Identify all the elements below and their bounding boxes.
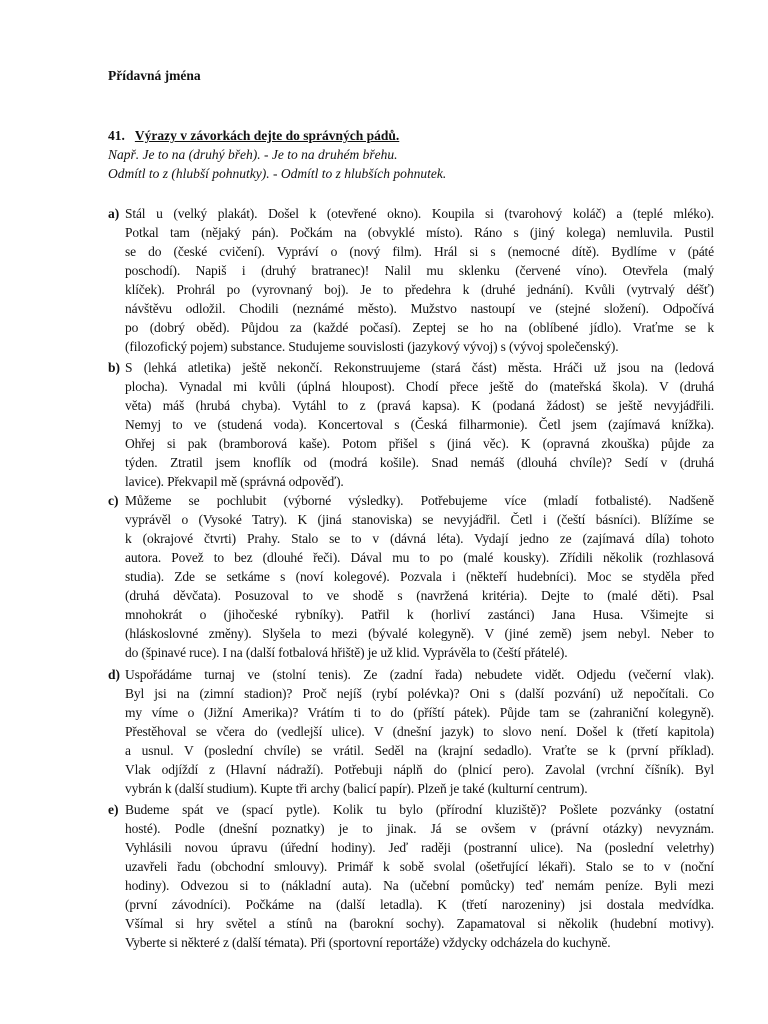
exercise-instruction: Výrazy v závorkách dejte do správných pádů. <box>134 128 400 143</box>
exercise-section-1 <box>108 204 714 356</box>
text-line: Nemyj to ve (studená voda). Koncertoval s (Česká filharmonie). Četl jsem (zajímavá knížka). <box>125 417 714 432</box>
text-line: studia). Zde se setkáme s (noví kolegové). Pozvala i (někteří hudebníci). Moc se styděla před <box>125 569 714 584</box>
text-line: klíček). Prohrál po (vyrovnaný boj). Je to předehra k (druhé jednání). Kvůli (vytrvalý déšť) <box>125 282 714 297</box>
text-line: a usnul. V (poslední chvíle) se vrátil. Seděl na (krajní sedadlo). Vraťte se k (první příklad). <box>125 743 714 758</box>
section-text <box>125 665 714 798</box>
text-line: Vyberte si některé z (další témata). Při (sportovní reportáže) vždycky odcházela do kuchyně. <box>125 935 611 950</box>
text-line: vybrán k (další studium). Kupte tři archy (balicí papír). Plzeň je také (kulturní centrum). <box>125 781 588 796</box>
exercise-section-3 <box>108 491 714 662</box>
example-line: Např. Je to na (druhý břeh). - Je to na druhém břehu. <box>108 147 398 162</box>
text-line: S (lehká atletika) ještě nekončí. Rekonstruujeme (stará část) města. Hráči už jsou na (ledová <box>125 360 714 375</box>
text-line: (filozofický pojem) substance. Studujeme souvislosti (jazykový vývoj) s (vývoj společenský). <box>125 339 619 354</box>
section-label: c) <box>108 493 119 508</box>
exercise-section-5 <box>108 800 714 952</box>
text-line: hosté). Podle (dnešní poznatky) je to jinak. Já se ovšem v (právní otázky) nevyznám. <box>125 821 714 836</box>
text-line: Vyhlásili novou úpravu (úřední hodiny). Jeď raději (postranní ulice). Na (poslední veletrhy) <box>125 840 714 855</box>
text-line: po (dobrý oběd). Půjdou za (každé počasí). Zeptej se ho na (oblíbené jídlo). Vraťme se k <box>125 320 714 335</box>
text-line: Potkal tam (nějaký pán). Počkám na (obvyklé místo). Ráno s (jiný kolega) nemluvila. Pustil <box>125 225 714 240</box>
section-text <box>125 358 714 491</box>
exercise-examples <box>108 145 446 183</box>
text-line: Vlak odjíždí z (Hlavní nádraží). Potřebuji náplň do (plnicí pero). Zavolal (vrchní číšník). Byl <box>125 762 714 777</box>
text-line: (hláskoslovné změny). Slyšela to mezi (bývalé kolegyně). V (jiné země) jsem nebyl. Neber to <box>125 626 714 641</box>
exercise-title <box>108 126 399 145</box>
text-line: lavice). Překvapil mě (správná odpověď). <box>125 474 344 489</box>
text-line: autora. Povež to bez (dlouhé řeči). Dával mu to po (malé kousky). Zřídili několik (rozhlasová <box>125 550 714 565</box>
text-line: Všímal si hry světel a stínů na (barokní sochy). Zapamatoval si několik (hudební motivy). <box>125 916 714 931</box>
text-line: Přestěhoval se včera do (vedlejší ulice). V (dnešní jazyk) to slovo není. Došel k (třetí kapitola) <box>125 724 714 739</box>
text-line: hodiny). Odvezou si to (nákladní auta). Na (učební pomůcky) teď nemám peníze. Byli mezi <box>125 878 714 893</box>
text-line: (první závodníci). Počkáme na (další letadla). K (třetí narozeniny) jsi dostala medvídka. <box>125 897 714 912</box>
text-line: my víme o (Jižní Amerika)? Vrátím ti to do (příští pátek). Půjde tam se (zahraniční kolegyně). <box>125 705 714 720</box>
text-line: (druhá děvčata). Posuzoval to ve shodě s (navržená kritéria). Dejte to (malé děti). Psal <box>125 588 714 603</box>
exercise-section-4 <box>108 665 714 798</box>
text-line: Ohřej si pak (bramborová kaše). Potom přišel s (jiná věc). K (opravná zkouška) půjde za <box>125 436 714 451</box>
section-text <box>125 204 714 356</box>
text-line: k (okrajové čtvrti) Prahy. Stalo se to v (dávná léta). Vydají jedno ze (zajímavá díla) tohoto <box>125 531 714 546</box>
text-line: Stál u (velký plakát). Došel k (otevřené okno). Koupila si (tvarohový koláč) a (teplé mléko). <box>125 206 714 221</box>
text-line: týden. Ztratil jsem knoflík od (modrá košile). Snad nemáš (dlouhá chvíle)? Sedí v (druhá <box>125 455 714 470</box>
example-line: Odmítl to z (hlubší pohnutky). - Odmítl to z hlubších pohnutek. <box>108 166 447 181</box>
text-line: do (špinavé ruce). I na (další fotbalová hřiště) je už klid. Vyprávěla to (čeští přátelé). <box>125 645 568 660</box>
text-line: plocha). Vynadal mi kvůli (úplná hloupost). Chodí přece ještě do (mateřská škola). V (druhá <box>125 379 714 394</box>
section-label: e) <box>108 802 119 817</box>
section-label: a) <box>108 206 120 221</box>
text-line: poschodí). Napiš i (druhý bratranec)! Nalil mu sklenku (červené víno). Otevřela (malý <box>125 263 714 278</box>
text-line: mnohokrát o (jihočeské rybníky). Patřil k (horliví zastánci) Jana Husa. Všimejte si <box>125 607 714 622</box>
exercise-number: 41. <box>108 128 125 143</box>
section-label: b) <box>108 360 121 375</box>
text-line: věta) máš (hrubá chyba). Vytáhl to z (pravá kapsa). K (podaná žádost) se ještě nevyjádřili. <box>125 398 714 413</box>
text-line: Uspořádáme turnaj ve (stolní tenis). Ze (zadní řada) nebudete vidět. Odjedu (večerní vlak). <box>125 667 714 682</box>
section-text <box>125 800 714 952</box>
text-line: návštěvu odložil. Chodili (neznámé město). Mužstvo nastoupí ve (stejné složení). Odpočívá <box>125 301 714 316</box>
text-line: Budeme spát ve (spací pytle). Kolik tu bylo (přírodní kluziště)? Pošlete pozvánky (ostatní <box>125 802 714 817</box>
document-heading: Přídavná jména <box>108 68 201 83</box>
section-text <box>125 491 714 662</box>
section-label: d) <box>108 667 121 682</box>
text-line: se do (české cvičení). Vypráví o (nový film). Hrál si s (nemocné dítě). Bydlíme v (páté <box>125 244 714 259</box>
text-line: uzavřeli řadu (obchodní smlouvy). Primář k sobě svolal (ošetřující lékaři). Stalo se to v (noční <box>125 859 714 874</box>
exercise-section-2 <box>108 358 714 491</box>
text-line: Byl jsi na (zimní stadion)? Proč nejíš (rybí polévka)? Oni s (další pozvání) už nepočítali. Co <box>125 686 714 701</box>
text-line: vyprávěl o (Vysoké Tatry). K (jiná stanoviska) se nevyjádřil. Četl i (čeští básníci). Blížíme se <box>125 512 714 527</box>
text-line: Můžeme se pochlubit (výborné výsledky). Potřebujeme více (mladí fotbalisté). Nadšeně <box>125 493 714 508</box>
